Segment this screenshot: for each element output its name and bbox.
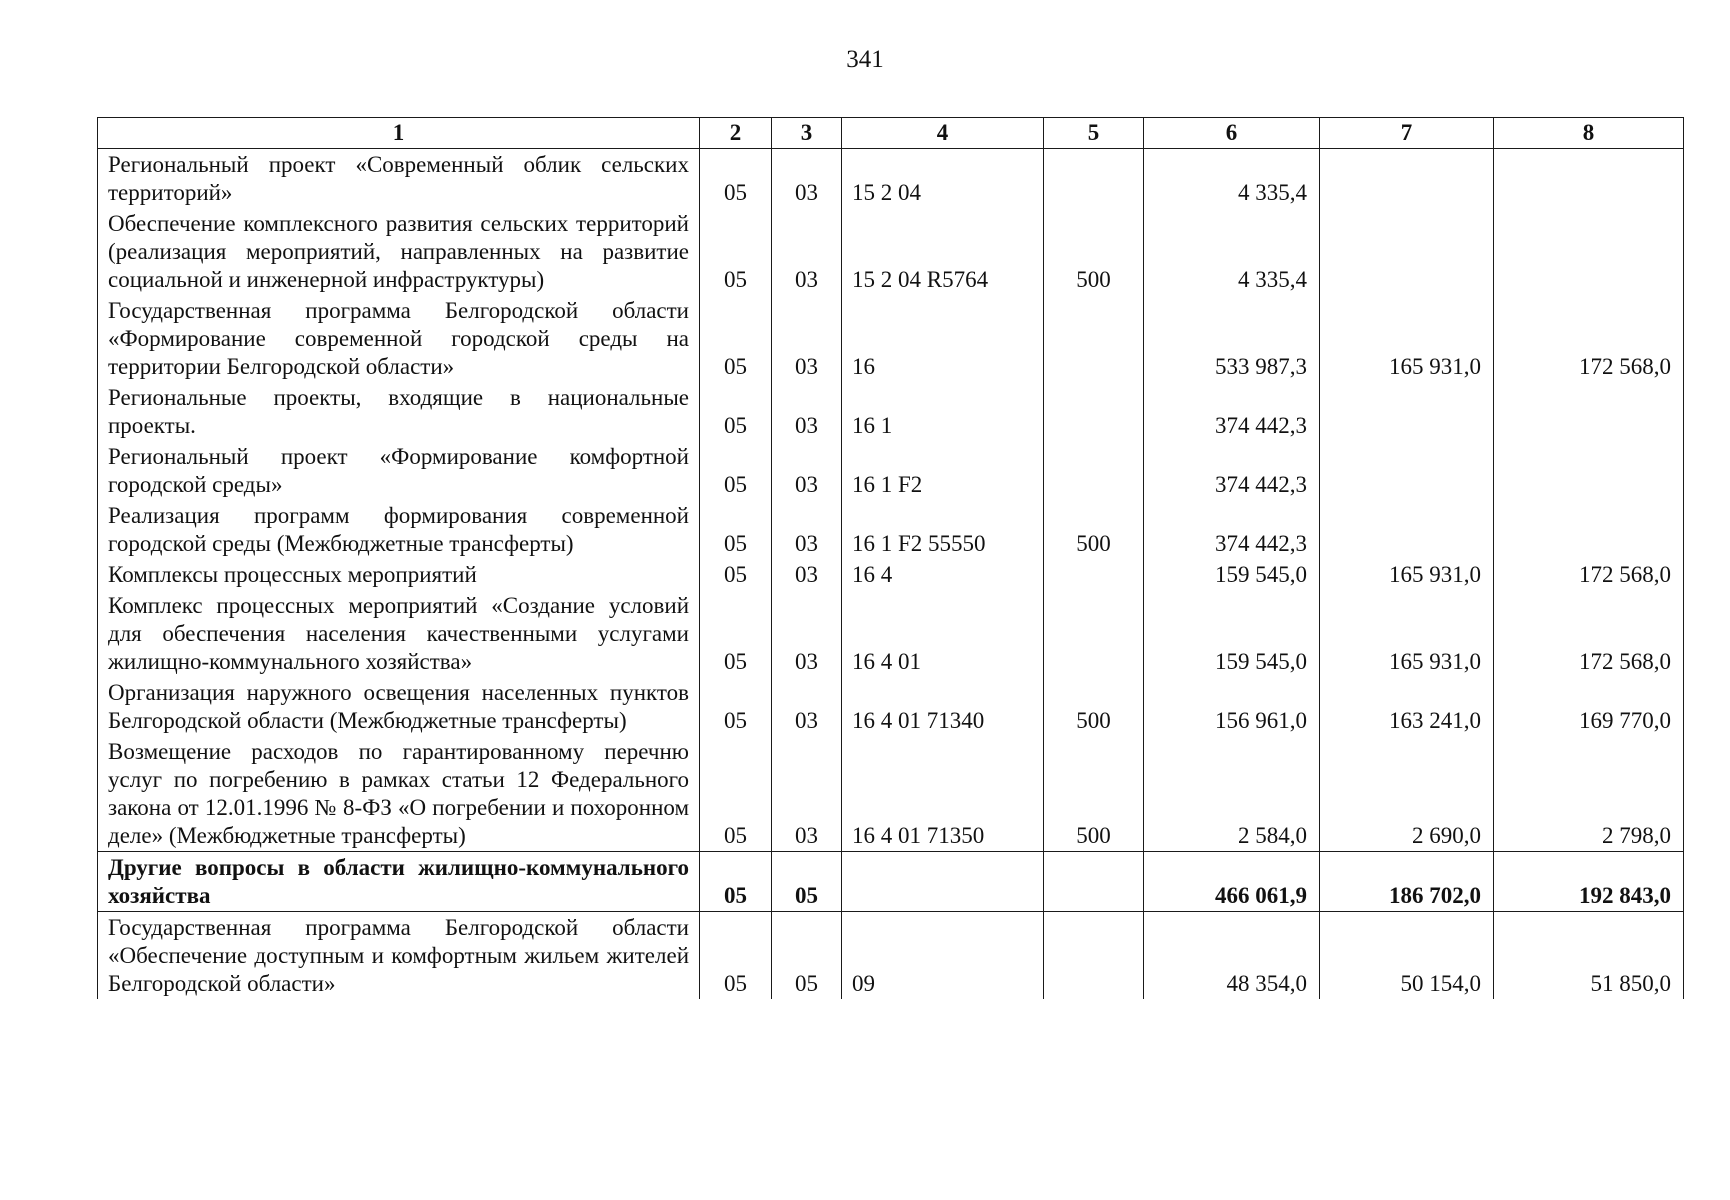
amount-col-6: 159 545,0 — [1144, 559, 1320, 590]
row-description: Реализация программ формирования современной городской среды (Межбюджетные трансферты) — [98, 500, 700, 559]
subsection-code: 03 — [772, 559, 842, 590]
amount-col-6: 374 442,3 — [1144, 500, 1320, 559]
amount-col-8 — [1494, 382, 1684, 441]
amount-col-7 — [1320, 382, 1494, 441]
section-code: 05 — [700, 677, 772, 736]
amount-col-6: 374 442,3 — [1144, 441, 1320, 500]
expense-type-code — [1044, 559, 1144, 590]
expense-type-code: 500 — [1044, 500, 1144, 559]
target-article-code: 16 4 01 71340 — [842, 677, 1044, 736]
amount-col-6: 374 442,3 — [1144, 382, 1320, 441]
section-code: 05 — [700, 208, 772, 295]
amount-col-8: 2 798,0 — [1494, 736, 1684, 852]
column-header: 7 — [1320, 118, 1494, 149]
subsection-code: 03 — [772, 295, 842, 382]
page-number: 341 — [846, 46, 884, 73]
table-row — [98, 736, 1684, 852]
table-row — [98, 912, 1684, 1000]
amount-col-6: 2 584,0 — [1144, 736, 1320, 852]
row-description: Организация наружного освещения населенных пунктов Белгородской области (Межбюджетные трансферты) — [98, 677, 700, 736]
subsection-code: 03 — [772, 382, 842, 441]
amount-col-8: 51 850,0 — [1494, 912, 1684, 1000]
expense-type-code — [1044, 441, 1144, 500]
section-code: 05 — [700, 912, 772, 1000]
target-article-code: 16 4 01 71350 — [842, 736, 1044, 852]
amount-col-6: 4 335,4 — [1144, 208, 1320, 295]
subsection-code: 03 — [772, 500, 842, 559]
amount-col-7: 165 931,0 — [1320, 590, 1494, 677]
table-header-row — [98, 118, 1684, 149]
target-article-code — [842, 852, 1044, 912]
amount-col-6: 159 545,0 — [1144, 590, 1320, 677]
row-description: Государственная программа Белгородской области «Формирование современной городской среды на территории Белгородской области» — [98, 295, 700, 382]
row-description: Другие вопросы в области жилищно-коммунального хозяйства — [98, 852, 700, 912]
section-code: 05 — [700, 590, 772, 677]
target-article-code: 16 1 F2 55550 — [842, 500, 1044, 559]
expense-type-code — [1044, 590, 1144, 677]
expense-type-code — [1044, 382, 1144, 441]
section-code: 05 — [700, 559, 772, 590]
table-row — [98, 149, 1684, 209]
column-header: 2 — [700, 118, 772, 149]
row-description: Государственная программа Белгородской области «Обеспечение доступным и комфортным жильем жителей Белгородской области» — [98, 912, 700, 1000]
amount-col-7: 163 241,0 — [1320, 677, 1494, 736]
subsection-code: 05 — [772, 912, 842, 1000]
amount-col-8: 169 770,0 — [1494, 677, 1684, 736]
target-article-code: 15 2 04 — [842, 149, 1044, 209]
subsection-code: 03 — [772, 736, 842, 852]
amount-col-7: 2 690,0 — [1320, 736, 1494, 852]
amount-col-7: 50 154,0 — [1320, 912, 1494, 1000]
amount-col-6: 533 987,3 — [1144, 295, 1320, 382]
amount-col-6: 48 354,0 — [1144, 912, 1320, 1000]
section-code: 05 — [700, 736, 772, 852]
amount-col-7: 186 702,0 — [1320, 852, 1494, 912]
row-description: Региональные проекты, входящие в национальные проекты. — [98, 382, 700, 441]
row-description: Комплекс процессных мероприятий «Создание условий для обеспечения населения качественными услугами жилищно-коммунального хозяйства» — [98, 590, 700, 677]
target-article-code: 16 4 — [842, 559, 1044, 590]
table-row — [98, 208, 1684, 295]
table-row — [98, 590, 1684, 677]
subsection-code: 03 — [772, 208, 842, 295]
table-body — [98, 149, 1684, 1000]
table-row-total — [98, 852, 1684, 912]
row-description: Региональный проект «Современный облик сельских территорий» — [98, 149, 700, 209]
target-article-code: 16 1 — [842, 382, 1044, 441]
table-row — [98, 441, 1684, 500]
expense-type-code: 500 — [1044, 677, 1144, 736]
budget-table — [97, 117, 1684, 999]
subsection-code: 03 — [772, 149, 842, 209]
section-code: 05 — [700, 149, 772, 209]
amount-col-8: 172 568,0 — [1494, 559, 1684, 590]
amount-col-8 — [1494, 149, 1684, 209]
expense-type-code — [1044, 149, 1144, 209]
target-article-code: 09 — [842, 912, 1044, 1000]
table-row — [98, 382, 1684, 441]
amount-col-8: 172 568,0 — [1494, 590, 1684, 677]
column-header: 6 — [1144, 118, 1320, 149]
expense-type-code — [1044, 852, 1144, 912]
section-code: 05 — [700, 852, 772, 912]
subsection-code: 05 — [772, 852, 842, 912]
amount-col-8: 172 568,0 — [1494, 295, 1684, 382]
expense-type-code: 500 — [1044, 736, 1144, 852]
subsection-code: 03 — [772, 590, 842, 677]
table-row — [98, 500, 1684, 559]
amount-col-6: 156 961,0 — [1144, 677, 1320, 736]
target-article-code: 16 4 01 — [842, 590, 1044, 677]
subsection-code: 03 — [772, 677, 842, 736]
table-row — [98, 559, 1684, 590]
target-article-code: 15 2 04 R5764 — [842, 208, 1044, 295]
amount-col-7 — [1320, 500, 1494, 559]
section-code: 05 — [700, 382, 772, 441]
amount-col-7: 165 931,0 — [1320, 295, 1494, 382]
row-description: Обеспечение комплексного развития сельских территорий (реализация мероприятий, направленных на развитие социальной и инженерной инфраструктуры) — [98, 208, 700, 295]
amount-col-7 — [1320, 149, 1494, 209]
section-code: 05 — [700, 295, 772, 382]
column-header: 3 — [772, 118, 842, 149]
amount-col-7 — [1320, 208, 1494, 295]
amount-col-7: 165 931,0 — [1320, 559, 1494, 590]
section-code: 05 — [700, 441, 772, 500]
table-row — [98, 677, 1684, 736]
column-header: 4 — [842, 118, 1044, 149]
amount-col-8: 192 843,0 — [1494, 852, 1684, 912]
amount-col-8 — [1494, 208, 1684, 295]
table-row — [98, 295, 1684, 382]
column-header: 5 — [1044, 118, 1144, 149]
amount-col-7 — [1320, 441, 1494, 500]
subsection-code: 03 — [772, 441, 842, 500]
amount-col-6: 466 061,9 — [1144, 852, 1320, 912]
expense-type-code: 500 — [1044, 208, 1144, 295]
target-article-code: 16 — [842, 295, 1044, 382]
expense-type-code — [1044, 912, 1144, 1000]
amount-col-6: 4 335,4 — [1144, 149, 1320, 209]
amount-col-8 — [1494, 500, 1684, 559]
target-article-code: 16 1 F2 — [842, 441, 1044, 500]
column-header: 8 — [1494, 118, 1684, 149]
row-description: Возмещение расходов по гарантированному перечню услуг по погребению в рамках статьи 12 Федерального закона от 12.01.1996 № 8-ФЗ «О погребении и похоронном деле» (Межбюджетные трансферты) — [98, 736, 700, 852]
amount-col-8 — [1494, 441, 1684, 500]
column-header: 1 — [98, 118, 700, 149]
expense-type-code — [1044, 295, 1144, 382]
row-description: Комплексы процессных мероприятий — [98, 559, 700, 590]
section-code: 05 — [700, 500, 772, 559]
row-description: Региональный проект «Формирование комфортной городской среды» — [98, 441, 700, 500]
